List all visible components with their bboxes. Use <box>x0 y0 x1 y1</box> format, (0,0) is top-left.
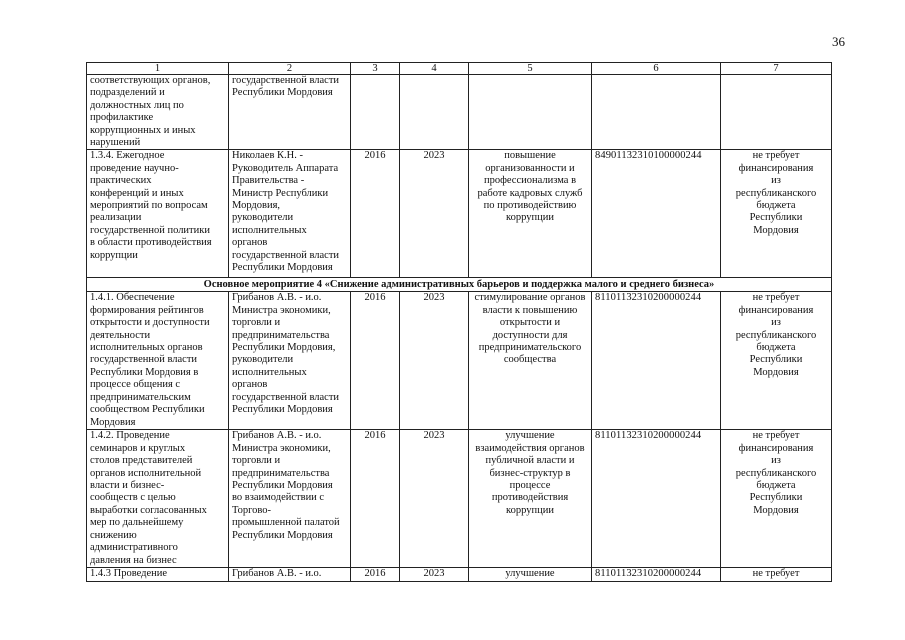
financing-note: не требует финансирования из республиканского бюджета Республики Мордовия <box>735 430 817 516</box>
responsible-executor: Грибанов А.В. - и.о. Министра экономики, торговли и предпринимательства Республики Мордовия, руководители исполнительных органов государственной власти Республики Мордовия <box>232 292 340 416</box>
table-row <box>87 568 832 582</box>
responsible-executor: государственной власти Республики Мордовия <box>232 75 340 99</box>
column-number-header: 3 <box>351 63 400 75</box>
start-year: 2016 <box>364 292 386 304</box>
table-row <box>87 75 832 150</box>
financing-note: не требует <box>752 568 800 580</box>
end-year: 2023 <box>423 568 445 580</box>
column-number-header: 2 <box>229 63 351 75</box>
column-number-header: 1 <box>87 63 229 75</box>
column-number-row <box>87 63 832 75</box>
measure-name: 1.4.2. Проведение семинаров и круглых столов представителей органов исполнительной власти и бизнес- сообществ с целью выработки согласованных мер по дальнейшему снижению административного давления на бизнес <box>90 430 207 566</box>
table-row <box>87 292 832 430</box>
measure-name: 1.4.1. Обеспечение формирования рейтингов открытости и доступности деятельности исполнительных органов государственной власти Республики Мордовия в процессе общения с предпринимательским сообществом Республики Мордовия <box>90 292 210 428</box>
responsible-executor: Николаев К.Н. - Руководитель Аппарата Правительства - Министр Республики Мордовия, руководители исполнительных органов государственной власти Республики Мордовия <box>232 150 340 274</box>
measure-name: соответствующих органов, подразделений и должностных лиц по профилактике коррупционных и иных нарушений <box>90 75 211 149</box>
section-title: Основное мероприятие 4 «Снижение административных барьеров и поддержка малого и среднего бизнеса» <box>87 278 832 292</box>
end-year: 2023 <box>423 150 445 162</box>
budget-code: 81101132310200000244 <box>595 292 702 304</box>
page-number: 36 <box>832 34 845 49</box>
start-year: 2016 <box>364 150 386 162</box>
column-number-header: 4 <box>400 63 469 75</box>
budget-code: 84901132310100000244 <box>595 150 702 162</box>
expected-result: улучшение <box>505 568 555 580</box>
responsible-executor: Грибанов А.В. - и.о. <box>232 568 322 580</box>
column-number-header: 7 <box>721 63 832 75</box>
section-row <box>87 278 832 292</box>
table-row <box>87 150 832 278</box>
financing-note: не требует финансирования из республиканского бюджета Республики Мордовия <box>735 150 817 236</box>
financing-note: не требует финансирования из республиканского бюджета Республики Мордовия <box>735 292 817 378</box>
expected-result: улучшение взаимодействия органов публичной власти и бизнес-структур в процессе противодействия коррупции <box>475 430 585 516</box>
budget-code: 81101132310200000244 <box>595 430 702 442</box>
column-number-header: 5 <box>469 63 592 75</box>
measure-name: 1.3.4. Ежегодное проведение научно- практических конференций и иных мероприятий по вопросам реализации государственной политики в области противодействия коррупции <box>90 150 212 261</box>
end-year: 2023 <box>423 430 445 442</box>
table-row <box>87 430 832 568</box>
measure-name: 1.4.3 Проведение <box>90 568 168 580</box>
measures-table <box>86 62 832 582</box>
start-year: 2016 <box>364 568 386 580</box>
end-year: 2023 <box>423 292 445 304</box>
budget-code: 81101132310200000244 <box>595 568 702 580</box>
column-number-header: 6 <box>592 63 721 75</box>
responsible-executor: Грибанов А.В. - и.о. Министра экономики, торговли и предпринимательства Республики Мордовия во взаимодействии с Торгово- промышленной палатой Республики Мордовия <box>232 430 340 541</box>
start-year: 2016 <box>364 430 386 442</box>
expected-result: стимулирование органов власти к повышению открытости и доступности для предпринимательского сообщества <box>474 292 586 366</box>
expected-result: повышение организованности и профессионализма в работе кадровых служб по противодействию коррупции <box>477 150 583 224</box>
